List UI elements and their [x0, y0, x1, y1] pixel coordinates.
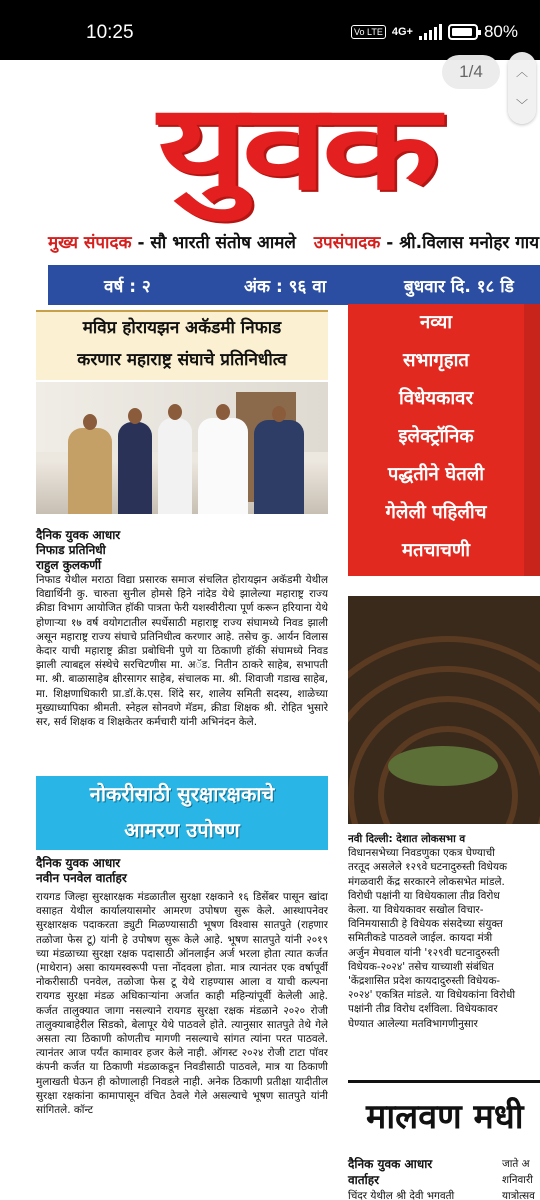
article1-photo — [36, 382, 328, 514]
article3-lines — [348, 832, 540, 1031]
article3-line: मंगळवारी केंद्र सरकारने लोकसभेत मांडले. — [348, 875, 505, 888]
article3-line: तरतूद असलेले १२९वे घटनादुरुस्ती विधेयक — [348, 861, 507, 874]
article2-byline-role: नवीन पनवेल वार्ताहर — [36, 871, 127, 885]
sub-editor-name: - श्री.विलास मनोहर गाय — [386, 233, 540, 253]
article3-line: पक्षांनी तीव्र विरोध दर्शविला. विधेयकावर — [348, 1003, 498, 1016]
newspaper-logo — [150, 70, 540, 230]
network-type: 4G+ — [391, 26, 413, 38]
adjacent-red-strip — [524, 304, 540, 576]
article3-headline-line: गेलेली पहिलीच — [385, 502, 487, 523]
article2-byline-source: दैनिक युवक आधार — [36, 856, 121, 870]
article3-line: विधेयक-२०२४' तसेच याच्याशी संबंधित — [348, 960, 494, 973]
status-bar — [0, 0, 540, 60]
status-icons — [351, 22, 518, 42]
article4-headline — [348, 1080, 540, 1148]
article1-byline-author: राहुल कुलकर्णी — [36, 558, 102, 572]
article3-line: विरोधी पक्षांनी या विधेयकाला तीव्र विरोध — [348, 889, 500, 902]
article4-side-line: जाते अ — [502, 1158, 530, 1170]
battery-icon — [448, 24, 478, 40]
year-label: वर्ष : २ — [104, 277, 151, 297]
chief-editor-label: मुख्य संपादक — [48, 233, 132, 253]
article4-byline-role: वार्ताहर — [348, 1173, 380, 1187]
article3-headline-line: इलेक्ट्रॉनिक — [398, 426, 474, 447]
article3-line: नवी दिल्ली: देशात लोकसभा व — [348, 833, 466, 845]
editors-line — [48, 230, 539, 253]
article3-line: घेण्यात आलेल्या मतविभागणीनुसार — [348, 1017, 478, 1030]
article4-byline — [348, 1156, 454, 1200]
article1-headline-line1: मविप्र होरायझन अकॅडमी निफाड — [82, 318, 282, 338]
article3-line: केला. या विधेयकावर सखोल विचार- — [348, 904, 484, 917]
chevron-down-icon[interactable]: ﹀ — [515, 98, 528, 112]
article3-headline — [348, 304, 524, 576]
article2-body: रायगड जिल्हा सुरक्षारक्षक मंडळातील सुरक्षा रक्षकाने १६ डिसेंबर पासून खांदा वसाहत येथील कार्यालयासमोर आमरण उपोषण सुरू केले. आस्थापनेवर सुरक्षारक्षक पदाकरता ड्युटी मिळण्यासाठी भूषण विश्वास सातपुते (राहणार तळोजा फेस टू) यांनी हे उपोषण सुरू केले आहे. भूषण सातपुते यांनी २०१९ च्या मंडळाच्या सुरक्षा रक्षक पदासाठी ऑनलाईन अर्ज भरला होता त्यात कर्जत (माथेरान) असा कायमस्वरूपी पत्ता नोंदवला होता. मात्र त्यानंतर एक वर्षापूर्वी नोकरीसाठी पनवेल, तळोजा फेस टू येथे राहण्यास आला व याची कल्पना रायगड सुरक्षा मंडळ अधिकाऱ्यांना अर्जात काही महिन्यांपूर्वी केलेली आहे. कर्जत तालुक्यात जागा नसल्याने रायगड सुरक्षा रक्षक मंडळाने २०२० रोजी तालुक्याबाहेरील सिडको, बेलापूर येथे पाठवले होते. त्यानुसार सातपुते तेथे गेले असता त्या ठिकाणी कोणतीच मागणी नसल्याचे सांगत त्यांना परत पाठवले. त्यानंतर आज पर्यंत कामावर हजर केले नाही. ऑगस्ट २०२४ रोजी टाटा पॉवर कंपनी कर्जत या ठिकाणी मंडळाकडून निवडीसाठी पाठवले, मात्र या ठिकाणी मुलाखती घेऊन ही कोणालाही निवडले नाही. अनेक ठिकाणी प्रतीक्षा यादीतील सुरक्षा रक्षकांना कामापासून वंचित ठेवले गेले असल्याचे भूषण सातपुते यांनी सांगितले. कॉन्ट — [36, 891, 328, 1117]
article1-headline-line2: करणार महाराष्ट्र संघाचे प्रतिनिधीत्व — [77, 350, 287, 370]
article2-byline — [36, 856, 127, 886]
signal-icon — [419, 24, 442, 40]
article3-line: समितीकडे पाठवले जाईल. कायदा मंत्री — [348, 932, 493, 945]
article3-line: विनिमयासाठी हे विधेयक संसदेच्या संयुक्त — [348, 918, 503, 931]
article3-headline-line: विधेयकावर — [398, 388, 474, 409]
issue-label: अंक : ९६ वा — [244, 277, 327, 297]
article3-line: विधानसभेच्या निवडणुका एकत्र घेण्याची — [348, 847, 495, 860]
page-indicator: 1/4 — [442, 55, 500, 89]
logo-text: युवक — [158, 78, 435, 216]
article1-body: निफाड येथील मराठा विद्या प्रसारक समाज संचलित होरायझन अकॅडमी येथील विद्यार्थिनी कु. चारुता सुनील होमसे हिने नांदेड येथे झालेल्या महाराष्ट्र राज्य क्रीडा विभाग आयोजित हॉकी पात्रता फेरी यशस्वीरीत्या पूर्ण करून हरियाना येथे होणाऱ्या १७ वर्ष वयोगटातील स्पर्धेसाठी महाराष्ट्र राज्य संघामध्ये निवड झाली असून महाराष्ट्र राज्य संघाचे प्रतिनिधीत्व करणार आहे. तसेच कु. आर्यन विलास केदार याची महाराष्ट्र क्रीडा प्रबोधिनी पुणे या ठिकाणी हॉकी संघामध्ये निवड झाली त्याबद्दल संस्थेचे सरचिटणीस मा. अॅड. नितीन ठाकरे साहेब, सभापती मा. श्री. बाळासाहेब क्षीरसागर साहेब, संचालक मा. श्री. शिवाजी गडाख साहेब, मा. शिक्षणाधिकारी प्रा.डॉ.के.एस. शिंदे सर, शालेय समिती सदस्य, शाळेच्या मुख्याध्यापिका श्रीमती. स्नेहल सोनवणे मॅडम, क्रीडा शिक्षक श्री. रोहित भुसारे सर, सर्व शिक्षक व शिक्षकेतर कर्मचारी यांनी अभिनंदन केले. — [36, 574, 328, 729]
article3-line: अर्जुन मेघवाल यांनी '१२९वी घटनादुरुस्ती — [348, 946, 500, 959]
article4-first-line: चिंदर येथील श्री देवी भगवती — [348, 1190, 455, 1200]
article1-headline — [36, 310, 328, 380]
masthead — [0, 60, 540, 310]
article2-headline-line1: नोकरीसाठी सुरक्षारक्षकाचे — [89, 782, 275, 806]
article4-side-line: शनिवारी — [502, 1174, 533, 1186]
battery-percent: 80% — [483, 22, 518, 41]
article4-side-text — [502, 1156, 535, 1200]
article2-headline — [36, 776, 328, 850]
article4-byline-source: दैनिक युवक आधार — [348, 1157, 433, 1171]
volte-icon: Vo LTE — [351, 25, 386, 39]
article1-byline — [36, 528, 120, 573]
clock: 10:25 — [86, 22, 134, 43]
sub-editor-label: उपसंपादक — [313, 233, 381, 253]
article4-side-line: यात्रोत्सव — [502, 1190, 535, 1200]
article3-headline-line: पद्धतीने घेतली — [387, 464, 485, 485]
article2-headline-line2: आमरण उपोषण — [124, 818, 240, 842]
article4-headline-text: मालवण मधी — [366, 1097, 524, 1137]
chevron-up-icon[interactable]: ︿ — [515, 65, 528, 79]
issue-info-bar — [48, 265, 540, 305]
article3-photo — [348, 596, 540, 824]
chief-editor-name: - सौ भारती संतोष आमले — [137, 233, 296, 253]
article3-line: 'केंद्रशासित प्रदेश कायदादुरुस्ती विधेयक- — [348, 975, 501, 988]
article1-byline-role: निफाड प्रतिनिधी — [36, 543, 106, 557]
article3-headline-line: मतचाचणी — [401, 540, 471, 561]
page-scroll-control[interactable] — [508, 52, 536, 124]
article3-headline-line: नव्या — [419, 312, 453, 333]
article3-line: २०२४' एकत्रित मांडले. या विधेयकांना विरोधी — [348, 989, 516, 1002]
article3-headline-line: सभागृहात — [403, 350, 469, 371]
date-label: बुधवार दि. १८ डि — [404, 277, 514, 297]
article1-byline-source: दैनिक युवक आधार — [36, 528, 121, 542]
